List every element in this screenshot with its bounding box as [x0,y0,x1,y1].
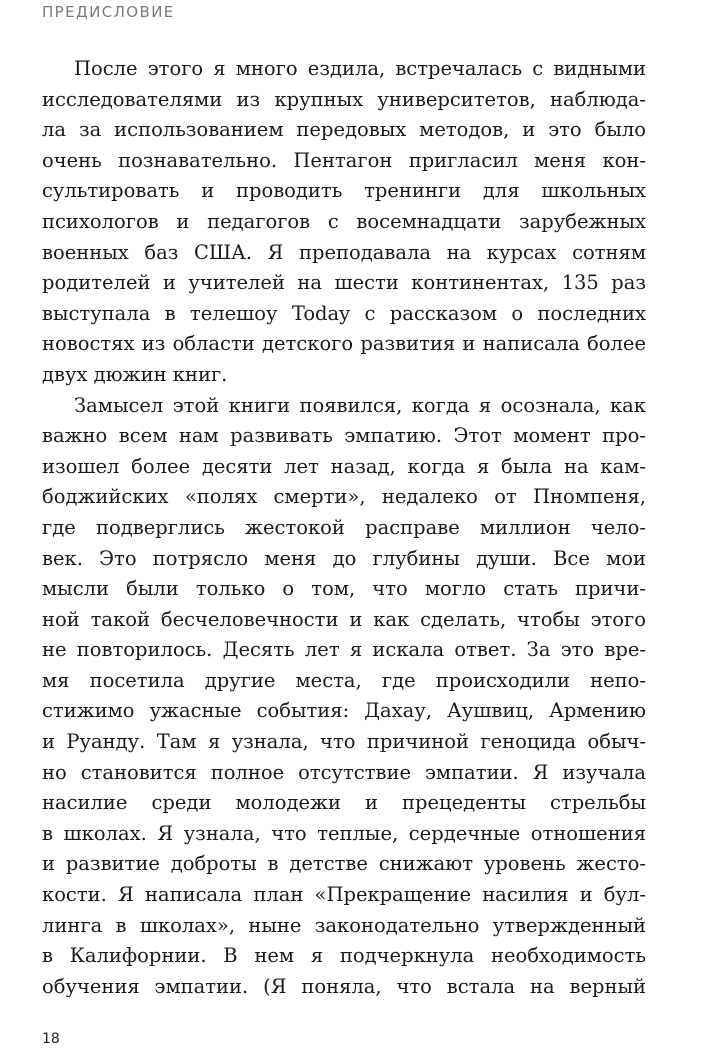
text-line: в Калифорнии. В нем я подчеркнула необходимость [42,944,646,968]
text-line: сультировать и проводить тренинги для школьных [42,179,646,203]
text-line: и развитие доброты в детстве снижают уровень жесто- [42,852,646,876]
text-line: После этого я много ездила, встречалась с видными [74,57,646,80]
text-line: кости. Я написала план «Прекращение насилия и бул- [42,883,646,907]
text-line: обучения эмпатии. (Я поняла, что встала на верный [42,974,646,998]
text-line: изошел более десяти лет назад, когда я была на кам- [42,454,646,478]
text-line: очень познавательно. Пентагон пригласил меня кон- [42,148,646,172]
body-text [42,54,646,1002]
running-head: ПРЕДИСЛОВИЕ [42,3,175,21]
paragraph [42,391,646,1003]
paragraph [42,54,646,391]
text-line: родителей и учителей на шести континентах, 135 раз [42,271,646,295]
text-line: выступала в телешоу Today с рассказом о последних [42,301,646,325]
text-line: в школах. Я узнала, что теплые, сердечные отношения [42,821,646,845]
text-line: мя посетила другие места, где происходили непо- [42,668,646,692]
text-line: боджийских «полях смерти», недалеко от Пномпеня, [42,485,646,509]
text-line: важно всем нам развивать эмпатию. Этот момент про- [42,424,646,448]
page-number: 18 [42,1031,60,1047]
text-line: но становится полное отсутствие эмпатии. Я изучала [42,760,646,784]
text-line: Замысел этой книги появился, когда я осознала, как [74,393,646,417]
text-line: где подверглись жестокой расправе миллион чело- [42,515,646,539]
text-line: ла за использованием передовых методов, и это было [42,118,646,142]
text-line: и Руанду. Там я узнала, что причиной геноцида обыч- [42,730,646,754]
text-line: психологов и педагогов с восемнадцати зарубежных [42,209,646,233]
text-line: новостях из области детского развития и написала более [42,332,646,356]
text-line: исследователями из крупных университетов, наблюда- [42,87,646,111]
text-line: линга в школах», ныне законодательно утвержденный [42,913,646,937]
text-line: двух дюжин книг. [42,362,228,386]
text-line: военных баз США. Я преподавала на курсах сотням [42,240,646,264]
text-line: век. Это потрясло меня до глубины души. Все мои [42,546,646,570]
text-line: мысли были только о том, что могло стать причи- [42,577,646,601]
text-line: насилие среди молодежи и прецеденты стрельбы [42,791,646,815]
text-line: ной такой бесчеловечности и как сделать, чтобы этого [42,607,646,631]
text-line: стижимо ужасные события: Дахау, Аушвиц, Армению [42,699,646,723]
text-line: не повторилось. Десять лет я искала ответ. За это вре- [42,638,646,662]
